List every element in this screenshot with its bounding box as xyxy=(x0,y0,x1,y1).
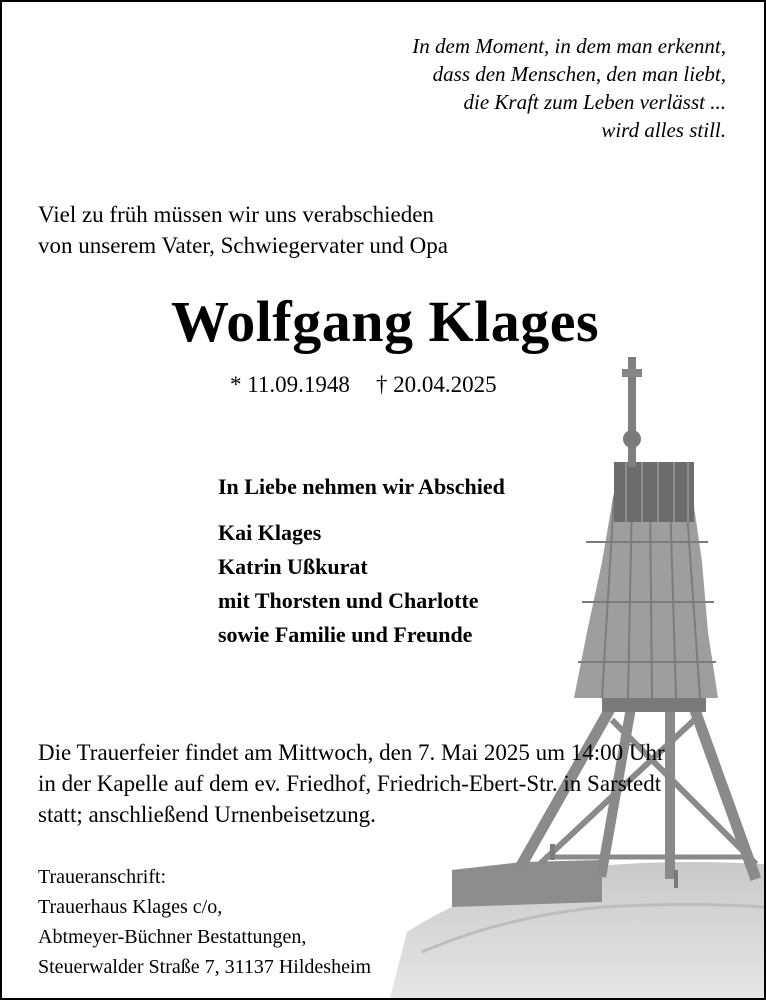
mourners-list xyxy=(218,516,479,652)
mourning-address xyxy=(38,862,371,982)
poem-verse xyxy=(412,32,726,144)
intro-text xyxy=(38,199,448,261)
life-dates xyxy=(230,370,497,400)
poem-line: dass den Menschen, den man liebt, xyxy=(432,62,726,86)
mourner-line: sowie Familie und Freunde xyxy=(218,622,473,647)
deceased-name: Wolfgang Klages xyxy=(170,289,600,354)
ceremony-line: in der Kapelle auf dem ev. Friedhof, Friedrich-Ebert-Str. in Sarstedt xyxy=(38,771,662,796)
mourner-line: Kai Klages xyxy=(218,520,322,545)
poem-line: In dem Moment, in dem man erkennt, xyxy=(412,34,726,58)
intro-line: Viel zu früh müssen wir uns verabschieden xyxy=(38,202,434,227)
ceremony-line: statt; anschließend Urnenbeisetzung. xyxy=(38,802,376,827)
mourner-line: mit Thorsten und Charlotte xyxy=(218,588,479,613)
birth-date: * 11.09.1948 xyxy=(230,372,350,397)
poem-line: die Kraft zum Leben verlässt ... xyxy=(463,90,726,114)
address-line: Abtmeyer-Büchner Bestattungen, xyxy=(38,926,307,948)
ceremony-info xyxy=(38,737,665,830)
address-line: Traueranschrift: xyxy=(38,866,167,888)
mourner-line: Katrin Ußkurat xyxy=(218,554,368,579)
ceremony-line: Die Trauerfeier findet am Mittwoch, den 7. Mai 2025 um 14:00 Uhr xyxy=(38,740,665,765)
address-line: Trauerhaus Klages c/o, xyxy=(38,896,223,918)
death-date: † 20.04.2025 xyxy=(375,372,497,397)
address-line: Steuerwalder Straße 7, 31137 Hildesheim xyxy=(38,956,372,978)
farewell-heading: In Liebe nehmen wir Abschied xyxy=(218,474,505,499)
poem-line: wird alles still. xyxy=(601,118,726,142)
intro-line: von unserem Vater, Schwiegervater und Opa xyxy=(38,233,448,258)
